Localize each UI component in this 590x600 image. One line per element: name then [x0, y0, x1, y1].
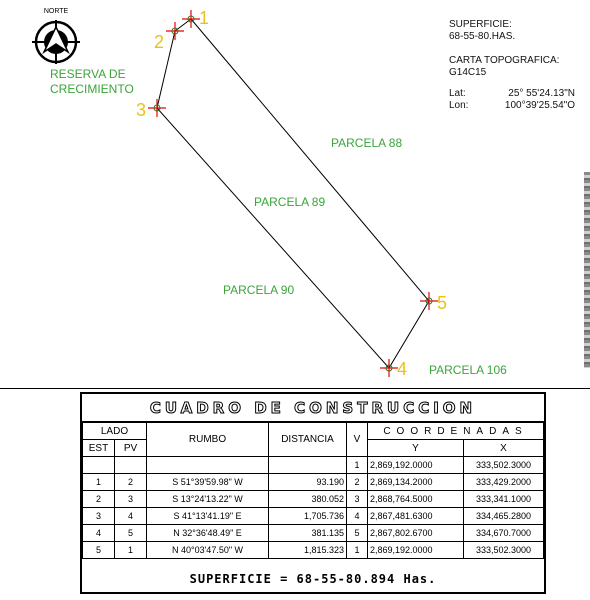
- chart-value: G14C15: [449, 67, 487, 78]
- cell-rumbo: S 13°24'13.22" W: [147, 491, 269, 508]
- info-block: [449, 19, 575, 112]
- surface-label: SUPERFICIE:: [449, 19, 512, 30]
- aerial-photo-strip: [584, 172, 590, 368]
- head-coordenadas: COORDENADAS: [368, 423, 544, 440]
- lon-label: Lon:: [449, 100, 469, 111]
- cell-y: 2,869,192.0000: [368, 457, 464, 474]
- table-row: [83, 457, 544, 474]
- section-divider: [0, 388, 590, 389]
- parcel-106-label: PARCELA 106: [429, 363, 507, 377]
- cell-distancia: 1,815.323: [269, 542, 347, 559]
- cell-empty: [147, 457, 269, 474]
- cell-v: 2: [347, 474, 368, 491]
- cell-rumbo: S 51°39'59.98" W: [147, 474, 269, 491]
- lat-label: Lat:: [449, 88, 466, 99]
- cell-x: 334,465.2800: [464, 508, 544, 525]
- cell-y: 2,868,764.5000: [368, 491, 464, 508]
- vertex-label-3: 3: [136, 100, 147, 120]
- table-row: [83, 508, 544, 525]
- construction-table: [80, 392, 546, 594]
- table-title: [82, 394, 544, 422]
- lat-row: [449, 88, 575, 100]
- cell-v: 1: [347, 542, 368, 559]
- vertex-marker-2: [166, 22, 184, 40]
- vertex-label-1: 1: [199, 8, 210, 28]
- head-y: Y: [368, 440, 464, 457]
- north-compass-icon: [32, 20, 80, 64]
- head-lado: LADO: [83, 423, 147, 440]
- parcel-90-label: PARCELA 90: [223, 283, 295, 297]
- parcel-boundary: [157, 19, 429, 368]
- head-x: X: [464, 440, 544, 457]
- cell-y: 2,869,134.2000: [368, 474, 464, 491]
- parcel-88-label: PARCELA 88: [331, 136, 403, 150]
- chart-label: CARTA TOPOGRAFICA:: [449, 55, 560, 66]
- head-rumbo: RUMBO: [147, 423, 269, 457]
- vertex-label-5: 5: [437, 293, 448, 313]
- cell-pv: 4: [115, 508, 147, 525]
- cell-v: 1: [347, 457, 368, 474]
- cell-y: 2,867,481.6300: [368, 508, 464, 525]
- vertex-marker-1: [182, 10, 200, 28]
- table-row: [83, 474, 544, 491]
- vertex-marker-5: [420, 292, 438, 310]
- parcel-89-label: PARCELA 89: [254, 195, 326, 209]
- cell-rumbo: S 41°13'41.19" E: [147, 508, 269, 525]
- cell-v: 3: [347, 491, 368, 508]
- cell-est: 3: [83, 508, 115, 525]
- table-row: [83, 491, 544, 508]
- lon-row: [449, 100, 575, 112]
- cell-x: 333,341.1000: [464, 491, 544, 508]
- table-row: [83, 525, 544, 542]
- cell-est: 2: [83, 491, 115, 508]
- total-surface: SUPERFICIE = 68-55-80.894 Has.: [189, 572, 437, 586]
- vertex-label-4: 4: [397, 359, 408, 379]
- cell-rumbo: N 32°36'48.49" E: [147, 525, 269, 542]
- cell-pv: 5: [115, 525, 147, 542]
- head-est: EST: [83, 440, 115, 457]
- vertex-label-2: 2: [154, 32, 165, 52]
- head-v: V: [347, 423, 368, 457]
- vertex-marker-3: [148, 99, 166, 117]
- cell-v: 5: [347, 525, 368, 542]
- cell-empty: [83, 457, 115, 474]
- cell-x: 333,502.3000: [464, 542, 544, 559]
- cell-pv: 1: [115, 542, 147, 559]
- vertex-marker-4: [380, 359, 398, 377]
- cell-y: 2,867,802.6700: [368, 525, 464, 542]
- cell-x: 333,502.3000: [464, 457, 544, 474]
- cell-v: 4: [347, 508, 368, 525]
- head-pv: PV: [115, 440, 147, 457]
- cell-y: 2,869,192.0000: [368, 542, 464, 559]
- cell-empty: [115, 457, 147, 474]
- cell-distancia: 381.135: [269, 525, 347, 542]
- cell-est: 1: [83, 474, 115, 491]
- header-row-1: [83, 423, 544, 440]
- cell-distancia: 1,705.736: [269, 508, 347, 525]
- cell-x: 333,429.2000: [464, 474, 544, 491]
- surface-value: 68-55-80.HAS.: [449, 31, 516, 42]
- cell-empty: [269, 457, 347, 474]
- cell-distancia: 380.052: [269, 491, 347, 508]
- cell-x: 334,670.7000: [464, 525, 544, 542]
- cell-distancia: 93.190: [269, 474, 347, 491]
- table-title-text: CUADRO DE CONSTRUCCION: [149, 398, 477, 417]
- cell-pv: 2: [115, 474, 147, 491]
- reserve-label: [50, 67, 134, 97]
- cell-pv: 3: [115, 491, 147, 508]
- cell-rumbo: N 40°03'47.50" W: [147, 542, 269, 559]
- head-distancia: DISTANCIA: [269, 423, 347, 457]
- reserve-label-line2: CRECIMIENTO: [50, 82, 134, 96]
- construction-grid: [82, 422, 544, 559]
- cell-est: 5: [83, 542, 115, 559]
- lat-value: 25° 55'24.13"N: [508, 88, 575, 99]
- reserve-label-line1: RESERVA DE: [50, 67, 126, 81]
- table-row: [83, 542, 544, 559]
- lon-value: 100°39'25.54"O: [504, 100, 575, 111]
- compass-label: NORTE: [43, 8, 69, 15]
- cell-est: 4: [83, 525, 115, 542]
